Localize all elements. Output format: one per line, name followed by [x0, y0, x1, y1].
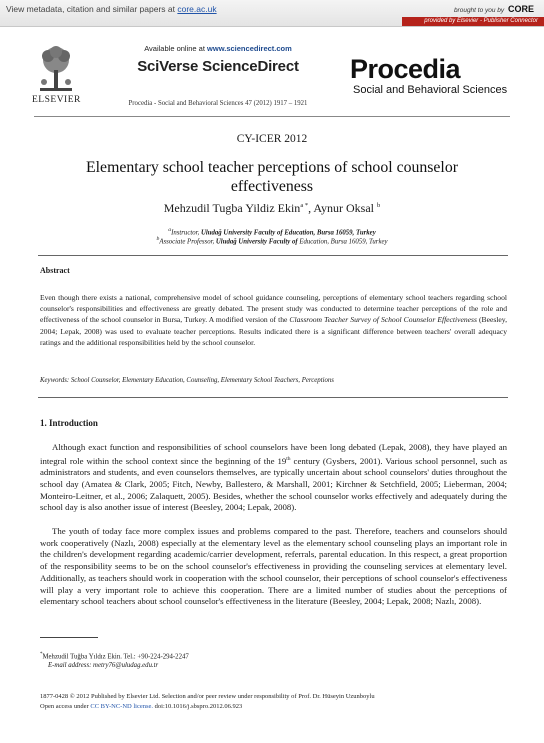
- author-2: Aynur Oksal: [313, 201, 374, 215]
- conference-name: CY-ICER 2012: [236, 133, 308, 145]
- header-divider: [34, 116, 510, 117]
- abstract-text: [40, 292, 507, 348]
- abstract-text-a: Even though there exists a national, comprehensive model of school guidance counseling, perceptions of elementary school teachers regarding school counselor's responsibilities and effectiveness are greatly debated. The present study was conducted to determine teacher perceptions of the role and effectiveness of the school counselor in Bursa, Turkey. A modified version of the: [40, 293, 507, 325]
- intro-p1-sup: th: [286, 455, 291, 462]
- core-brought-label: brought to you by: [453, 7, 505, 14]
- footnote-tel: Tel.: +90-224-294-2247: [121, 653, 189, 661]
- author-1-sup: a *: [300, 202, 309, 209]
- affiliation-b-rest: Education, Bursa 16059, Turkey: [297, 238, 388, 246]
- affiliation-b-mark: b: [156, 236, 160, 242]
- core-metadata-text: [6, 4, 217, 14]
- abstract-top-divider: [38, 255, 508, 256]
- publisher-logo-text: ELSEVIER: [32, 95, 81, 105]
- sciencedirect-url[interactable]: www.sciencedirect.com: [207, 44, 292, 53]
- article-title: Elementary school teacher perceptions of school counselor effectiveness: [86, 159, 458, 195]
- intro-p1-b: century (Gysbers, 2001). Various school personnel, such as administrators and students, and even counselors themselves, are typically uncertain about school counselors' duties throughout the school day (Amatea & Clark, 2005; Fitch, Newby, Ballestero, & Marshall, 2001; Kirchner & Setchfield, 2005; Lieberman, 2004; Monteiro-Leitner, et al., 2006; Zalaquett, 2005). Besides, whether the school counselor works effectively and adequately during the school day is also another issue of interest (Beesley, 2004; Lepak, 2008).: [40, 455, 507, 513]
- available-online: [0, 44, 436, 53]
- abstract-bottom-divider: [38, 397, 508, 398]
- abstract-survey-name: Classroom Teacher Survey of School Counselor Effectiveness: [289, 315, 477, 325]
- abstract-text-b: (Beesley, 2004; Lepak, 2008) was used to evaluate teacher perceptions. Results indicated there is a significant difference between teachers' overall adequacy ratings and the additional responsibilities held by the school counselor.: [40, 315, 507, 347]
- core-metadata-label: View metadata, citation and similar papers at: [6, 4, 175, 14]
- journal-citation: Procedia - Social and Behavioral Sciences 47 (2012) 1917 – 1921: [128, 100, 308, 107]
- author-list: [0, 201, 544, 216]
- footnote-divider: [40, 637, 98, 638]
- author-2-sup: b: [376, 202, 381, 209]
- license-line: [40, 703, 242, 710]
- core-brought-by[interactable]: [454, 4, 534, 14]
- intro-paragraph-2: The youth of today face more complex issues and problems compared to the past. Therefore, teachers and counselors should work cooperatively (Nazlı, 2008) especially at the elementary level as the elementary school counseling plays an important role in the children's development regarding academic/carrier development, referrals, parental education. In this respect, a great proportion of the responsibility seems to be on the school counselor's effectiveness in providing the counseling services at elementary level. Additionally, as teachers should work in cooperation with the school counselor, their perceptions of school counselor's effectiveness will play a very important role to achieve this cooperation. There are a limited number of studies about the perceptions of elementary school teachers about school counselor's effectiveness in the literature (Beesley, 2004; Lepak, 2008; Nazlı, 2008).: [40, 526, 507, 607]
- footnote-name: Mehzudil Tuğba Yıldız Ekin.: [42, 653, 122, 661]
- open-access-label: Open access under: [40, 703, 91, 710]
- platform-name: SciVerse ScienceDirect: [137, 58, 299, 75]
- available-label: Available online at: [144, 44, 205, 53]
- abstract-heading: Abstract: [40, 266, 70, 275]
- intro-paragraph-1: [40, 442, 507, 514]
- affiliation-b: [0, 236, 544, 245]
- core-provided-by[interactable]: provided by Elsevier - Publisher Connector: [402, 17, 544, 26]
- affiliation-b-role: Associate Professor,: [159, 238, 216, 246]
- affiliation-a-role: Instructor,: [171, 229, 201, 237]
- journal-brand-subtitle: Social and Behavioral Sciences: [353, 84, 508, 96]
- core-logo: CORE: [507, 4, 534, 14]
- author-separator: ,: [308, 201, 314, 215]
- keywords: Keywords: School Counselor, Elementary Education, Counseling, Elementary School Teachers, Perceptions: [40, 377, 334, 384]
- doi: doi:10.1016/j.sbspro.2012.06.923: [153, 703, 243, 710]
- journal-brand: Procedia: [350, 54, 461, 84]
- license-link[interactable]: CC BY-NC-ND license.: [90, 703, 154, 710]
- footnote-mark: *: [40, 652, 43, 657]
- affiliation-a-institution: Uludağ University Faculty of Education, Bursa 16059, Turkey: [200, 229, 376, 237]
- intro-p1-a: Although exact function and responsibilities of school counselors have been long debated (Lepak, 2008), they have played an integral role within the school context since the beginning of the 19: [40, 442, 507, 466]
- copyright-line: 1877-0428 © 2012 Published by Elsevier Ltd. Selection and/or peer review under responsibility of Prof. Dr. Hüseyin Uzunboylu: [40, 693, 375, 700]
- author-1: Mehzudil Tugba Yildiz Ekin: [163, 201, 301, 215]
- section-heading-introduction: 1. Introduction: [40, 418, 98, 428]
- footnote-author: [40, 652, 189, 660]
- affiliation-a: [0, 227, 544, 236]
- affiliation-a-mark: a: [168, 227, 172, 233]
- footnote-email: E-mail address: metry76@uludag.edu.tr: [48, 662, 159, 669]
- core-link[interactable]: core.ac.uk: [177, 4, 217, 14]
- affiliation-b-institution: Uludağ University Faculty of: [215, 238, 298, 246]
